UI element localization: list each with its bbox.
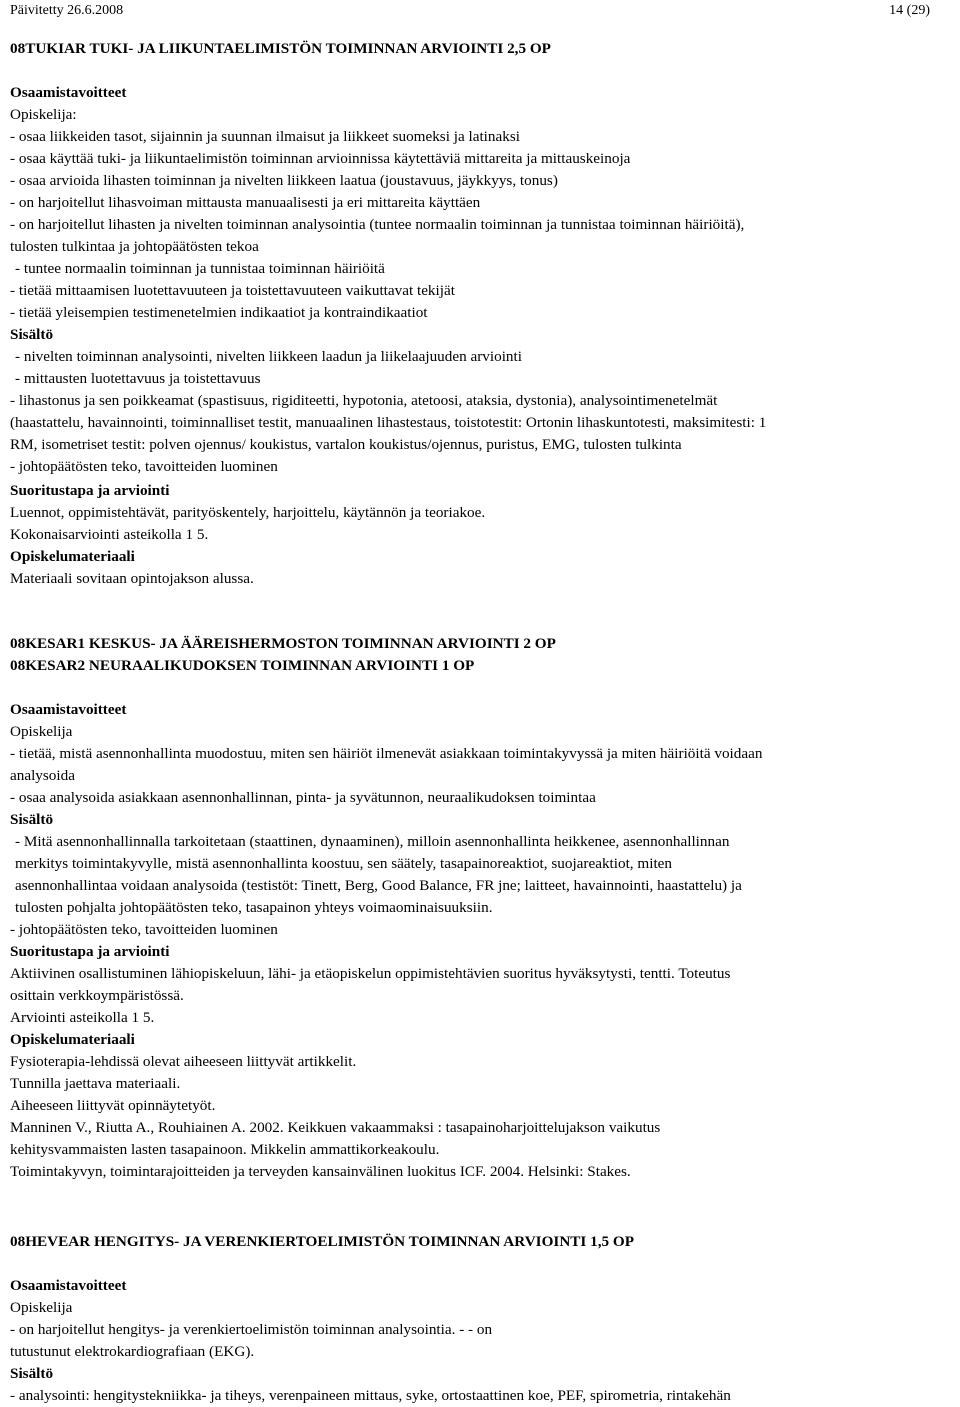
section-title: 08TUKIAR TUKI- JA LIIKUNTAELIMISTÖN TOIMINNAN ARVIOINTI 2,5 OP — [10, 40, 551, 57]
text-line: RM, isometriset testit: polven ojennus/ koukistus, vartalon koukistus/ojennus, puristus, EMG, tulosten tulkinta — [10, 436, 682, 453]
text-line: - tietää yleisempien testimenetelmien indikaatiot ja kontraindikaatiot — [10, 304, 428, 321]
text-line: merkitys toimintakyvylle, mistä asennonhallinta koostuu, sen säätely, tasapainoreaktiot, suojareaktiot, miten — [15, 855, 672, 872]
subheading: Osaamistavoitteet — [10, 701, 127, 718]
text-line: Tunnilla jaettava materiaali. — [10, 1075, 181, 1092]
page-header — [10, 0, 930, 22]
text-line: tulosten tulkintaa ja johtopäätösten tekoa — [10, 238, 259, 255]
page-number: 14 (29) — [889, 3, 930, 18]
subheading: Osaamistavoitteet — [10, 1277, 127, 1294]
subheading: Sisältö — [10, 326, 54, 343]
text-line: Manninen V., Riutta A., Rouhiainen A. 2002. Keikkuen vakaammaksi : tasapainoharjoittelujakson vaikutus — [10, 1119, 661, 1136]
section-title: 08KESAR2 NEURAALIKUDOKSEN TOIMINNAN ARVIOINTI 1 OP — [10, 657, 475, 674]
text-line: - Mitä asennonhallinnalla tarkoitetaan (staattinen, dynaaminen), milloin asennonhallinta heikkenee, asennonhallinnan — [15, 833, 730, 850]
text-line: Arviointi asteikolla 1 5. — [10, 1009, 155, 1026]
text-line: tutustunut elektrokardiografiaan (EKG). — [10, 1343, 255, 1360]
text-line: Fysioterapia-lehdissä olevat aiheeseen liittyvät artikkelit. — [10, 1053, 357, 1070]
text-line: Materiaali sovitaan opintojakson alussa. — [10, 570, 254, 587]
subheading: Sisältö — [10, 811, 54, 828]
text-line: tulosten pohjalta johtopäätösten teko, tasapainon yhteys voimaominaisuuksiin. — [15, 899, 493, 916]
text-line: - lihastonus ja sen poikkeamat (spastisuus, rigiditeetti, hypotonia, atetoosi, ataksia, dystonia), analysointimenetelmät — [10, 392, 718, 409]
text-line: Opiskelija: — [10, 106, 77, 123]
text-line: - tietää mittaamisen luotettavuuteen ja toistettavuuteen vaikuttavat tekijät — [10, 282, 455, 299]
section-title: 08HEVEAR HENGITYS- JA VERENKIERTOELIMISTÖN TOIMINNAN ARVIOINTI 1,5 OP — [10, 1233, 634, 1250]
updated-date: Päivitetty 26.6.2008 — [10, 3, 124, 18]
subheading: Suoritustapa ja arviointi — [10, 482, 170, 499]
text-line: - on harjoitellut hengitys- ja verenkiertoelimistön toiminnan analysointia. - - on — [10, 1321, 493, 1338]
text-line: analysoida — [10, 767, 75, 784]
subheading: Opiskelumateriaali — [10, 1031, 135, 1048]
text-line: - johtopäätösten teko, tavoitteiden luominen — [10, 458, 278, 475]
text-line: Opiskelija — [10, 1299, 73, 1316]
text-line: - osaa liikkeiden tasot, sijainnin ja suunnan ilmaisut ja liikkeet suomeksi ja latinaksi — [10, 128, 520, 145]
text-line: - on harjoitellut lihasvoiman mittausta manuaalisesti ja eri mittareita käyttäen — [10, 194, 481, 211]
text-line: - osaa arvioida lihasten toiminnan ja nivelten liikkeen laatua (joustavuus, jäykkyys, tonus) — [10, 172, 558, 189]
text-line: Kokonaisarviointi asteikolla 1 5. — [10, 526, 209, 543]
text-line: - tietää, mistä asennonhallinta muodostuu, miten sen häiriöt ilmenevät asiakkaan toimintakyvyssä ja miten häiriöitä voidaan — [10, 745, 763, 762]
text-line: (haastattelu, havainnointi, toiminnalliset testit, manuaalinen lihastestaus, toistotestit: Ortonin lihaskuntotesti, maksimitesti: 1 — [10, 414, 767, 431]
text-line: - mittausten luotettavuus ja toistettavuus — [15, 370, 261, 387]
subheading: Suoritustapa ja arviointi — [10, 943, 170, 960]
subheading: Sisältö — [10, 1365, 54, 1382]
text-line: - analysointi: hengitystekniikka- ja tiheys, verenpaineen mittaus, syke, ortostaattinen koe, PEF, spirometria, rintakehän — [10, 1387, 731, 1404]
text-line: Aktiivinen osallistuminen lähiopiskeluun, lähi- ja etäopiskelun oppimistehtävien suoritus hyväksytysti, tentti. Toteutus — [10, 965, 731, 982]
text-line: - johtopäätösten teko, tavoitteiden luominen — [10, 921, 278, 938]
text-line: - nivelten toiminnan analysointi, nivelten liikkeen laadun ja liikelaajuuden arviointi — [15, 348, 522, 365]
text-line: osittain verkkoympäristössä. — [10, 987, 184, 1004]
text-line: - osaa käyttää tuki- ja liikuntaelimistön toiminnan arvioinnissa käytettäviä mittareita ja mittauskeinoja — [10, 150, 631, 167]
text-line: Aiheeseen liittyvät opinnäytetyöt. — [10, 1097, 216, 1114]
text-line: - osaa analysoida asiakkaan asennonhallinnan, pinta- ja syvätunnon, neuraalikudoksen toimintaa — [10, 789, 596, 806]
text-line: - on harjoitellut lihasten ja nivelten toiminnan analysointia (tuntee normaalin toiminnan ja tunnistaa toiminnan häiriöitä), — [10, 216, 745, 233]
text-line: asennonhallintaa voidaan analysoida (testistöt: Tinett, Berg, Good Balance, FR jne; laitteet, havainnointi, haastattelu) ja — [15, 877, 742, 894]
subheading: Osaamistavoitteet — [10, 84, 127, 101]
text-line: kehitysvammaisten lasten tasapainoon. Mikkelin ammattikorkeakoulu. — [10, 1141, 440, 1158]
text-line: Luennot, oppimistehtävät, parityöskentely, harjoittelu, käytännön ja teoriakoe. — [10, 504, 486, 521]
subheading: Opiskelumateriaali — [10, 548, 135, 565]
text-line: Opiskelija — [10, 723, 73, 740]
text-line: - tuntee normaalin toiminnan ja tunnistaa toiminnan häiriöitä — [15, 260, 385, 277]
section-title: 08KESAR1 KESKUS- JA ÄÄREISHERMOSTON TOIMINNAN ARVIOINTI 2 OP — [10, 635, 556, 652]
text-line: Toimintakyvyn, toimintarajoitteiden ja terveyden kansainvälinen luokitus ICF. 2004. Helsinki: Stakes. — [10, 1163, 631, 1180]
